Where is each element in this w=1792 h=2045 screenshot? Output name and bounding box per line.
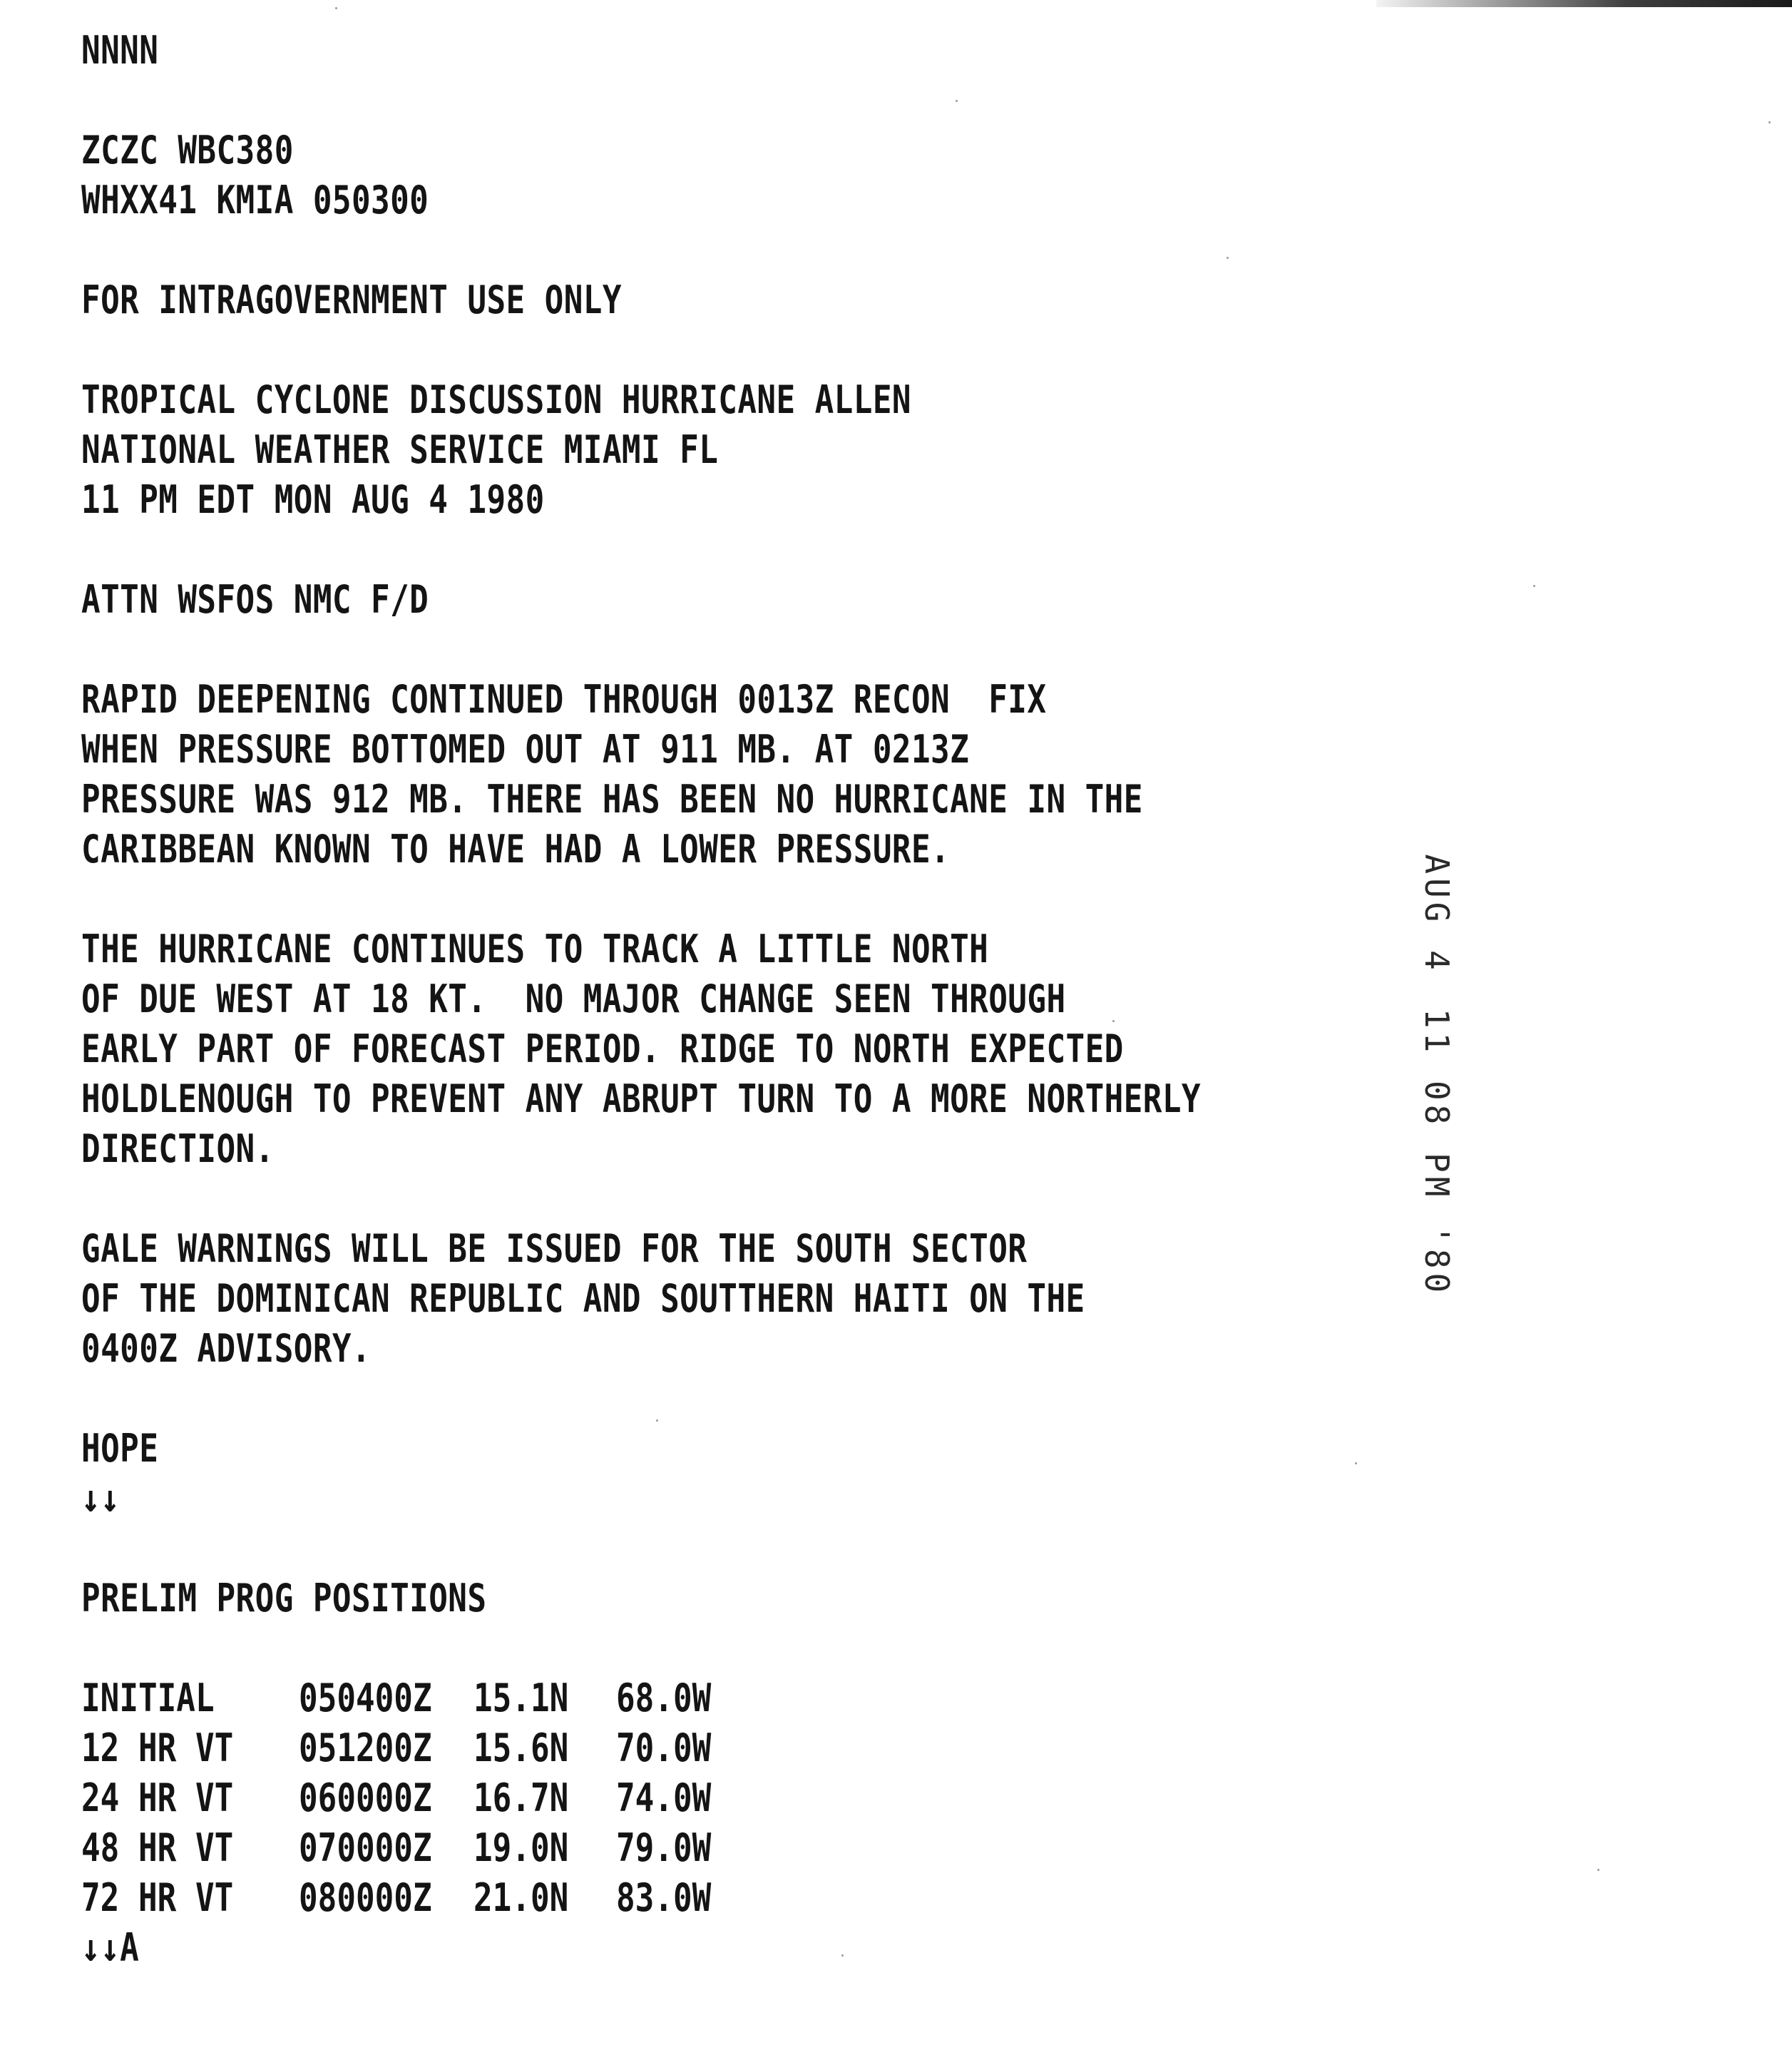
paragraph-line: WHEN PRESSURE BOTTOMED OUT AT 911 MB. AT 0213Z (81, 727, 970, 772)
prog-label: INITIAL (81, 1676, 215, 1720)
stamp-time: 11 08 PM '80 (1418, 1008, 1456, 1297)
prog-time: 051200Z (299, 1725, 432, 1770)
paragraph-line: DIRECTION. (81, 1126, 275, 1171)
received-time-stamp (1419, 806, 1490, 1331)
paragraph-line: 0400Z ADVISORY. (81, 1326, 372, 1371)
header-line-3: WHXX41 KMIA 050300 (81, 178, 429, 223)
table-row (81, 1873, 1294, 1923)
prog-lon: 79.0W (616, 1825, 712, 1870)
table-row (81, 1723, 1294, 1773)
prog-time: 080000Z (299, 1875, 432, 1920)
scan-speck (1768, 121, 1771, 123)
paragraph-3 (81, 1224, 1294, 1374)
paragraph-line: RAPID DEEPENING CONTINUED THROUGH 0013Z RECON FIX (81, 677, 1047, 722)
scan-speck (1112, 1020, 1115, 1022)
signature: HOPE (81, 1426, 159, 1471)
paragraph-line: THE HURRICANE CONTINUES TO TRACK A LITTLE NORTH (81, 927, 989, 971)
paragraph-2 (81, 924, 1294, 1174)
paragraph-line: EARLY PART OF FORECAST PERIOD. RIDGE TO NORTH EXPECTED (81, 1026, 1124, 1071)
prog-positions-table (81, 1673, 1294, 1923)
paragraph-line: GALE WARNINGS WILL BE ISSUED FOR THE SOUTH SECTOR (81, 1226, 1028, 1271)
prog-lon: 70.0W (616, 1725, 712, 1770)
scan-speck (335, 7, 337, 9)
header-line-2: ZCZC WBC380 (81, 128, 294, 173)
prog-time: 070000Z (299, 1825, 432, 1870)
scan-speck (956, 100, 958, 102)
prog-label: 48 HR VT (81, 1825, 234, 1870)
prog-lat: 16.7N (473, 1775, 569, 1820)
prog-lon: 74.0W (616, 1775, 712, 1820)
prog-time: 060000Z (299, 1775, 432, 1820)
table-row (81, 1773, 1294, 1823)
title-line-3: 11 PM EDT MON AUG 4 1980 (81, 477, 545, 522)
prog-label: 12 HR VT (81, 1725, 234, 1770)
title-line-1: TROPICAL CYCLONE DISCUSSION HURRICANE ALLEN (81, 377, 911, 422)
prog-lat: 15.6N (473, 1725, 569, 1770)
end-of-message-mark-final: ↓↓A (81, 1925, 140, 1970)
scan-speck (1533, 585, 1535, 587)
table-row (81, 1823, 1294, 1873)
paragraph-line: CARIBBEAN KNOWN TO HAVE HAD A LOWER PRESSURE. (81, 827, 951, 872)
scan-speck (1355, 1462, 1357, 1464)
scan-speck (841, 1954, 844, 1957)
restriction-notice: FOR INTRAGOVERNMENT USE ONLY (81, 277, 622, 322)
paragraph-1 (81, 675, 1294, 874)
scan-speck (1597, 1869, 1599, 1871)
scan-speck (1227, 257, 1229, 259)
paragraph-line: OF DUE WEST AT 18 KT. NO MAJOR CHANGE SEEN THROUGH (81, 976, 1066, 1021)
end-of-message-mark: ↓↓ (81, 1476, 121, 1521)
header-line-1: NNNN (81, 28, 159, 73)
scan-speck (656, 1419, 658, 1422)
prog-label: 72 HR VT (81, 1875, 234, 1920)
prog-label: 24 HR VT (81, 1775, 234, 1820)
prog-lat: 21.0N (473, 1875, 569, 1920)
paragraph-line: OF THE DOMINICAN REPUBLIC AND SOUTTHERN HAITI ON THE (81, 1276, 1085, 1321)
paragraph-line: PRESSURE WAS 912 MB. THERE HAS BEEN NO HURRICANE IN THE (81, 777, 1143, 822)
prog-lon: 83.0W (616, 1875, 712, 1920)
paragraph-line: HOLDLENOUGH TO PREVENT ANY ABRUPT TURN TO A MORE NORTHERLY (81, 1076, 1201, 1121)
attention-line: ATTN WSFOS NMC F/D (81, 577, 429, 622)
prog-lat: 15.1N (473, 1676, 569, 1720)
prog-heading: PRELIM PROG POSITIONS (81, 1576, 487, 1621)
stamp-date: AUG 4 (1418, 854, 1456, 974)
title-line-2: NATIONAL WEATHER SERVICE MIAMI FL (81, 427, 719, 472)
prog-lat: 19.0N (473, 1825, 569, 1870)
prog-lon: 68.0W (616, 1676, 712, 1720)
scan-edge-smudge (1376, 0, 1792, 7)
table-row (81, 1673, 1294, 1723)
prog-time: 050400Z (299, 1676, 432, 1720)
teletype-message (81, 26, 1294, 1973)
